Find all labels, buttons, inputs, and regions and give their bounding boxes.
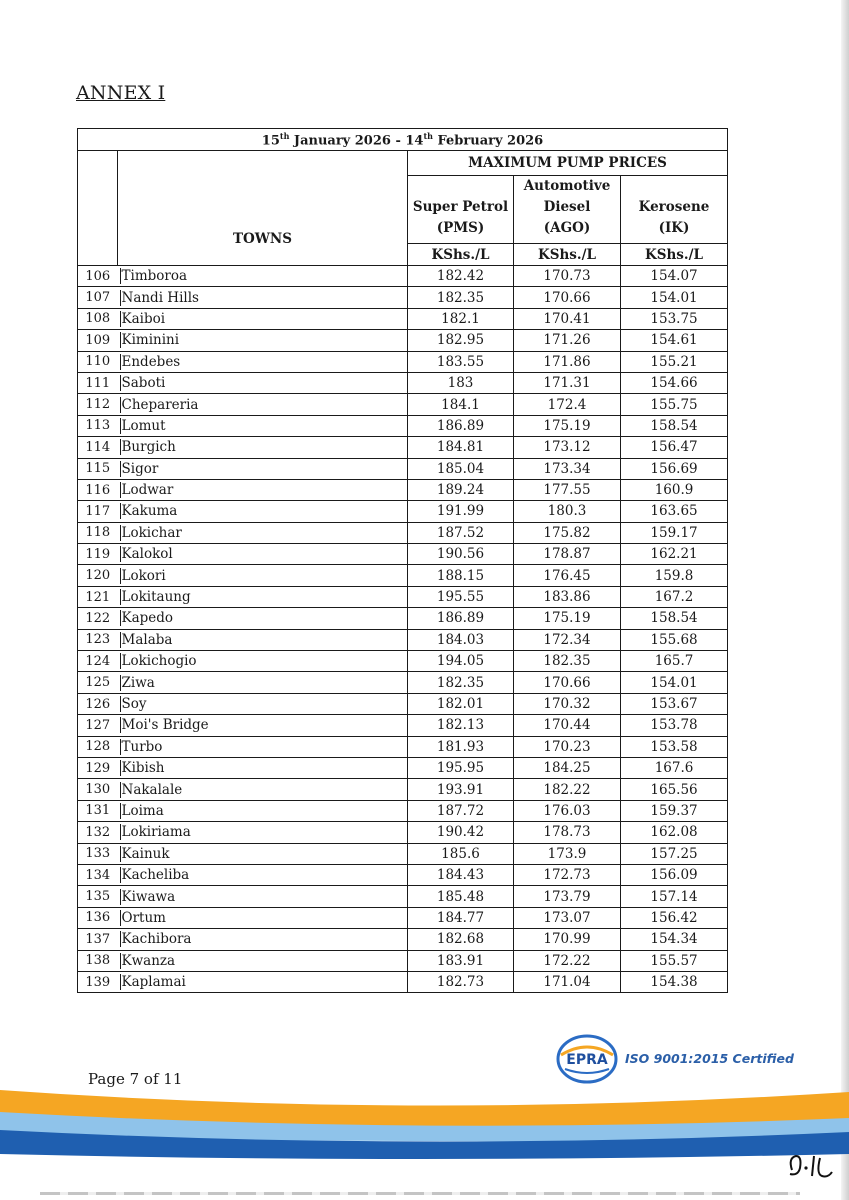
table-row <box>78 950 728 971</box>
town-name: Lodwar <box>118 479 408 500</box>
row-number: 138 <box>78 950 118 971</box>
super-petrol-header: Super Petrol (PMS) <box>408 176 514 244</box>
diesel-price: 175.19 <box>514 608 621 629</box>
town-name: Malaba <box>118 629 408 650</box>
diesel-price: 171.31 <box>514 372 621 393</box>
table-row <box>78 287 728 308</box>
diesel-price: 170.44 <box>514 715 621 736</box>
super-petrol-price: 193.91 <box>408 779 514 800</box>
town-name: Lokitaung <box>118 586 408 607</box>
table-body <box>78 266 728 993</box>
kerosene-price: 154.01 <box>621 672 728 693</box>
town-name: Kalokol <box>118 544 408 565</box>
table-row <box>78 351 728 372</box>
row-number: 136 <box>78 907 118 928</box>
row-number: 135 <box>78 886 118 907</box>
town-name: Kwanza <box>118 950 408 971</box>
row-number: 132 <box>78 822 118 843</box>
super-petrol-price: 182.13 <box>408 715 514 736</box>
super-petrol-price: 182.42 <box>408 266 514 287</box>
row-number: 107 <box>78 287 118 308</box>
super-petrol-price: 182.95 <box>408 330 514 351</box>
kerosene-price: 159.17 <box>621 522 728 543</box>
town-name: Kiminini <box>118 330 408 351</box>
row-number: 113 <box>78 415 118 436</box>
table-row <box>78 929 728 950</box>
diesel-price: 172.73 <box>514 864 621 885</box>
row-number: 115 <box>78 458 118 479</box>
row-number: 123 <box>78 629 118 650</box>
table-row <box>78 779 728 800</box>
kerosene-price: 167.2 <box>621 586 728 607</box>
diesel-price: 176.03 <box>514 800 621 821</box>
diesel-price: 170.32 <box>514 693 621 714</box>
table-row <box>78 308 728 329</box>
town-name: Kapedo <box>118 608 408 629</box>
town-name: Chepareria <box>118 394 408 415</box>
table-row <box>78 586 728 607</box>
town-name: Nandi Hills <box>118 287 408 308</box>
kerosene-price: 165.56 <box>621 779 728 800</box>
row-number: 122 <box>78 608 118 629</box>
row-number: 112 <box>78 394 118 415</box>
town-name: Kakuma <box>118 501 408 522</box>
annex-title: ANNEX I <box>76 82 166 104</box>
row-number: 109 <box>78 330 118 351</box>
diesel-header: Automotive Diesel (AGO) <box>514 176 621 244</box>
period-header: 15th January 2026 - 14th February 2026 <box>78 129 728 151</box>
diesel-price: 178.87 <box>514 544 621 565</box>
table-row <box>78 800 728 821</box>
table-row <box>78 843 728 864</box>
kerosene-price: 156.42 <box>621 907 728 928</box>
table-row <box>78 458 728 479</box>
kerosene-price: 163.65 <box>621 501 728 522</box>
super-petrol-price: 189.24 <box>408 479 514 500</box>
town-name: Lokichar <box>118 522 408 543</box>
unit-header: KShs./L <box>408 244 514 266</box>
diesel-price: 172.34 <box>514 629 621 650</box>
town-name: Nakalale <box>118 779 408 800</box>
kerosene-price: 156.09 <box>621 864 728 885</box>
row-number: 130 <box>78 779 118 800</box>
super-petrol-price: 182.73 <box>408 971 514 992</box>
unit-header: KShs./L <box>621 244 728 266</box>
super-petrol-price: 195.55 <box>408 586 514 607</box>
kerosene-price: 158.54 <box>621 608 728 629</box>
diesel-price: 173.07 <box>514 907 621 928</box>
row-number: 119 <box>78 544 118 565</box>
diesel-price: 173.79 <box>514 886 621 907</box>
kerosene-price: 157.14 <box>621 886 728 907</box>
town-name: Ziwa <box>118 672 408 693</box>
town-name: Lokori <box>118 565 408 586</box>
super-petrol-price: 194.05 <box>408 651 514 672</box>
row-number: 121 <box>78 586 118 607</box>
super-petrol-price: 185.6 <box>408 843 514 864</box>
table-row <box>78 437 728 458</box>
diesel-price: 171.86 <box>514 351 621 372</box>
town-name: Kibish <box>118 757 408 778</box>
town-name: Saboti <box>118 372 408 393</box>
row-number: 110 <box>78 351 118 372</box>
table-row <box>78 629 728 650</box>
table-row <box>78 501 728 522</box>
table-row <box>78 672 728 693</box>
kerosene-price: 167.6 <box>621 757 728 778</box>
kerosene-price: 154.01 <box>621 287 728 308</box>
table-row <box>78 651 728 672</box>
super-petrol-price: 187.72 <box>408 800 514 821</box>
diesel-price: 172.4 <box>514 394 621 415</box>
super-petrol-price: 183 <box>408 372 514 393</box>
town-name: Timboroa <box>118 266 408 287</box>
diesel-price: 183.86 <box>514 586 621 607</box>
diesel-price: 178.73 <box>514 822 621 843</box>
super-petrol-price: 184.81 <box>408 437 514 458</box>
towns-header: TOWNS <box>118 151 408 266</box>
town-name: Soy <box>118 693 408 714</box>
row-number: 116 <box>78 479 118 500</box>
diesel-price: 170.66 <box>514 287 621 308</box>
town-name: Kainuk <box>118 843 408 864</box>
super-petrol-price: 186.89 <box>408 608 514 629</box>
table-row <box>78 715 728 736</box>
diesel-price: 182.35 <box>514 651 621 672</box>
row-number: 111 <box>78 372 118 393</box>
table-row <box>78 522 728 543</box>
diesel-price: 170.23 <box>514 736 621 757</box>
super-petrol-price: 182.35 <box>408 287 514 308</box>
diesel-price: 171.04 <box>514 971 621 992</box>
row-number: 117 <box>78 501 118 522</box>
super-petrol-price: 184.77 <box>408 907 514 928</box>
row-number: 120 <box>78 565 118 586</box>
super-petrol-price: 190.56 <box>408 544 514 565</box>
diesel-price: 182.22 <box>514 779 621 800</box>
kerosene-price: 156.47 <box>621 437 728 458</box>
kerosene-price: 154.07 <box>621 266 728 287</box>
row-number: 118 <box>78 522 118 543</box>
kerosene-price: 155.75 <box>621 394 728 415</box>
town-name: Turbo <box>118 736 408 757</box>
table-row <box>78 907 728 928</box>
kerosene-price: 162.08 <box>621 822 728 843</box>
town-name: Burgich <box>118 437 408 458</box>
max-pump-prices-header: MAXIMUM PUMP PRICES <box>408 151 728 176</box>
diesel-price: 170.66 <box>514 672 621 693</box>
super-petrol-price: 190.42 <box>408 822 514 843</box>
pump-prices-table <box>77 128 728 993</box>
table-row <box>78 330 728 351</box>
row-number: 128 <box>78 736 118 757</box>
scan-artifact-line <box>40 1192 800 1195</box>
diesel-price: 175.82 <box>514 522 621 543</box>
kerosene-price: 154.66 <box>621 372 728 393</box>
town-name: Kiwawa <box>118 886 408 907</box>
super-petrol-price: 187.52 <box>408 522 514 543</box>
kerosene-price: 159.37 <box>621 800 728 821</box>
table-row <box>78 266 728 287</box>
kerosene-price: 156.69 <box>621 458 728 479</box>
row-number: 108 <box>78 308 118 329</box>
super-petrol-price: 185.48 <box>408 886 514 907</box>
table-row <box>78 971 728 992</box>
kerosene-price: 153.78 <box>621 715 728 736</box>
super-petrol-price: 183.55 <box>408 351 514 372</box>
table-row <box>78 565 728 586</box>
diesel-price: 171.26 <box>514 330 621 351</box>
row-number: 124 <box>78 651 118 672</box>
diesel-price: 173.12 <box>514 437 621 458</box>
town-name: Loima <box>118 800 408 821</box>
super-petrol-price: 195.95 <box>408 757 514 778</box>
town-name: Kaiboi <box>118 308 408 329</box>
kerosene-price: 162.21 <box>621 544 728 565</box>
logo-text: EPRA <box>566 1052 608 1068</box>
super-petrol-price: 182.68 <box>408 929 514 950</box>
town-name: Kaplamai <box>118 971 408 992</box>
town-name: Endebes <box>118 351 408 372</box>
table-row <box>78 736 728 757</box>
table-row <box>78 479 728 500</box>
super-petrol-price: 182.35 <box>408 672 514 693</box>
super-petrol-price: 186.89 <box>408 415 514 436</box>
row-number: 106 <box>78 266 118 287</box>
kerosene-price: 154.38 <box>621 971 728 992</box>
kerosene-price: 153.75 <box>621 308 728 329</box>
row-number: 127 <box>78 715 118 736</box>
table-row <box>78 886 728 907</box>
kerosene-price: 165.7 <box>621 651 728 672</box>
super-petrol-price: 181.93 <box>408 736 514 757</box>
footer-wave-band <box>0 1078 849 1168</box>
kerosene-header: Kerosene (IK) <box>621 176 728 244</box>
initials-signature <box>786 1148 836 1184</box>
diesel-price: 170.99 <box>514 929 621 950</box>
table-row <box>78 822 728 843</box>
table-row <box>78 415 728 436</box>
table-row <box>78 544 728 565</box>
row-number: 131 <box>78 800 118 821</box>
super-petrol-price: 184.43 <box>408 864 514 885</box>
super-petrol-price: 182.1 <box>408 308 514 329</box>
kerosene-price: 155.68 <box>621 629 728 650</box>
diesel-price: 177.55 <box>514 479 621 500</box>
row-number: 134 <box>78 864 118 885</box>
row-number: 137 <box>78 929 118 950</box>
row-number: 129 <box>78 757 118 778</box>
town-name: Lokichogio <box>118 651 408 672</box>
number-header <box>78 151 118 266</box>
row-number: 114 <box>78 437 118 458</box>
town-name: Kachibora <box>118 929 408 950</box>
diesel-price: 184.25 <box>514 757 621 778</box>
diesel-price: 172.22 <box>514 950 621 971</box>
table-row <box>78 608 728 629</box>
kerosene-price: 154.61 <box>621 330 728 351</box>
table-row <box>78 693 728 714</box>
diesel-price: 173.34 <box>514 458 621 479</box>
row-number: 125 <box>78 672 118 693</box>
kerosene-price: 159.8 <box>621 565 728 586</box>
unit-header: KShs./L <box>514 244 621 266</box>
town-name: Kacheliba <box>118 864 408 885</box>
kerosene-price: 155.21 <box>621 351 728 372</box>
super-petrol-price: 183.91 <box>408 950 514 971</box>
super-petrol-price: 184.1 <box>408 394 514 415</box>
kerosene-price: 158.54 <box>621 415 728 436</box>
town-name: Moi's Bridge <box>118 715 408 736</box>
table-row <box>78 372 728 393</box>
row-number: 139 <box>78 971 118 992</box>
diesel-price: 175.19 <box>514 415 621 436</box>
kerosene-price: 153.67 <box>621 693 728 714</box>
kerosene-price: 153.58 <box>621 736 728 757</box>
super-petrol-price: 184.03 <box>408 629 514 650</box>
super-petrol-price: 185.04 <box>408 458 514 479</box>
diesel-price: 180.3 <box>514 501 621 522</box>
kerosene-price: 157.25 <box>621 843 728 864</box>
table-row <box>78 394 728 415</box>
scan-edge-shadow <box>841 0 849 1200</box>
town-name: Sigor <box>118 458 408 479</box>
table-row <box>78 757 728 778</box>
super-petrol-price: 182.01 <box>408 693 514 714</box>
table-row <box>78 864 728 885</box>
kerosene-price: 160.9 <box>621 479 728 500</box>
super-petrol-price: 191.99 <box>408 501 514 522</box>
diesel-price: 173.9 <box>514 843 621 864</box>
kerosene-price: 154.34 <box>621 929 728 950</box>
town-name: Lokiriama <box>118 822 408 843</box>
diesel-price: 170.73 <box>514 266 621 287</box>
diesel-price: 170.41 <box>514 308 621 329</box>
page-number: Page 7 of 11 <box>88 1070 183 1088</box>
row-number: 133 <box>78 843 118 864</box>
town-name: Ortum <box>118 907 408 928</box>
town-name: Lomut <box>118 415 408 436</box>
iso-certification: ISO 9001:2015 Certified <box>625 1051 794 1066</box>
kerosene-price: 155.57 <box>621 950 728 971</box>
diesel-price: 176.45 <box>514 565 621 586</box>
super-petrol-price: 188.15 <box>408 565 514 586</box>
row-number: 126 <box>78 693 118 714</box>
